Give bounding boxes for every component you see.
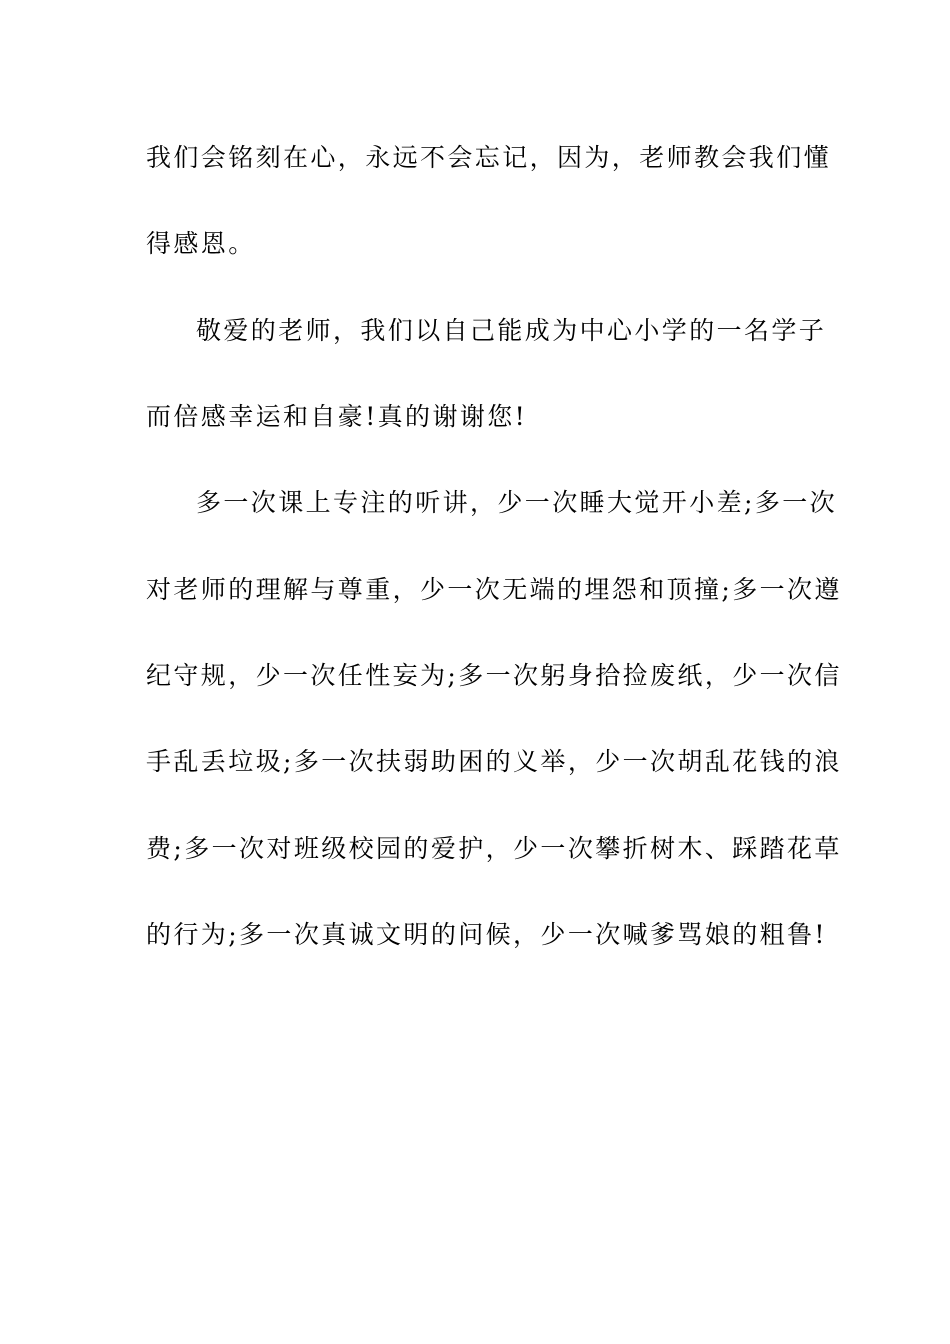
paragraph-start-line: 多一次课上专注的听讲，少一次睡大觉开小差;多一次	[196, 488, 838, 517]
text-line: 对老师的理解与尊重，少一次无端的埋怨和顶撞;多一次遵	[146, 575, 842, 604]
text-line: 得感恩。	[146, 229, 256, 258]
text-line: 我们会铭刻在心，永远不会忘记，因为，老师教会我们懂	[146, 143, 832, 172]
text-line: 费;多一次对班级校园的爱护，少一次攀折树木、踩踏花草	[146, 834, 842, 863]
text-line: 的行为;多一次真诚文明的问候，少一次喊爹骂娘的粗鲁!	[146, 920, 827, 949]
text-line: 纪守规，少一次任性妄为;多一次躬身拾捡废纸，少一次信	[146, 661, 842, 690]
paragraph-start-line: 敬爱的老师，我们以自己能成为中心小学的一名学子	[196, 316, 827, 345]
text-line: 手乱丢垃圾;多一次扶弱助困的义举，少一次胡乱花钱的浪	[146, 747, 842, 776]
text-line: 而倍感幸运和自豪!真的谢谢您!	[146, 402, 528, 431]
